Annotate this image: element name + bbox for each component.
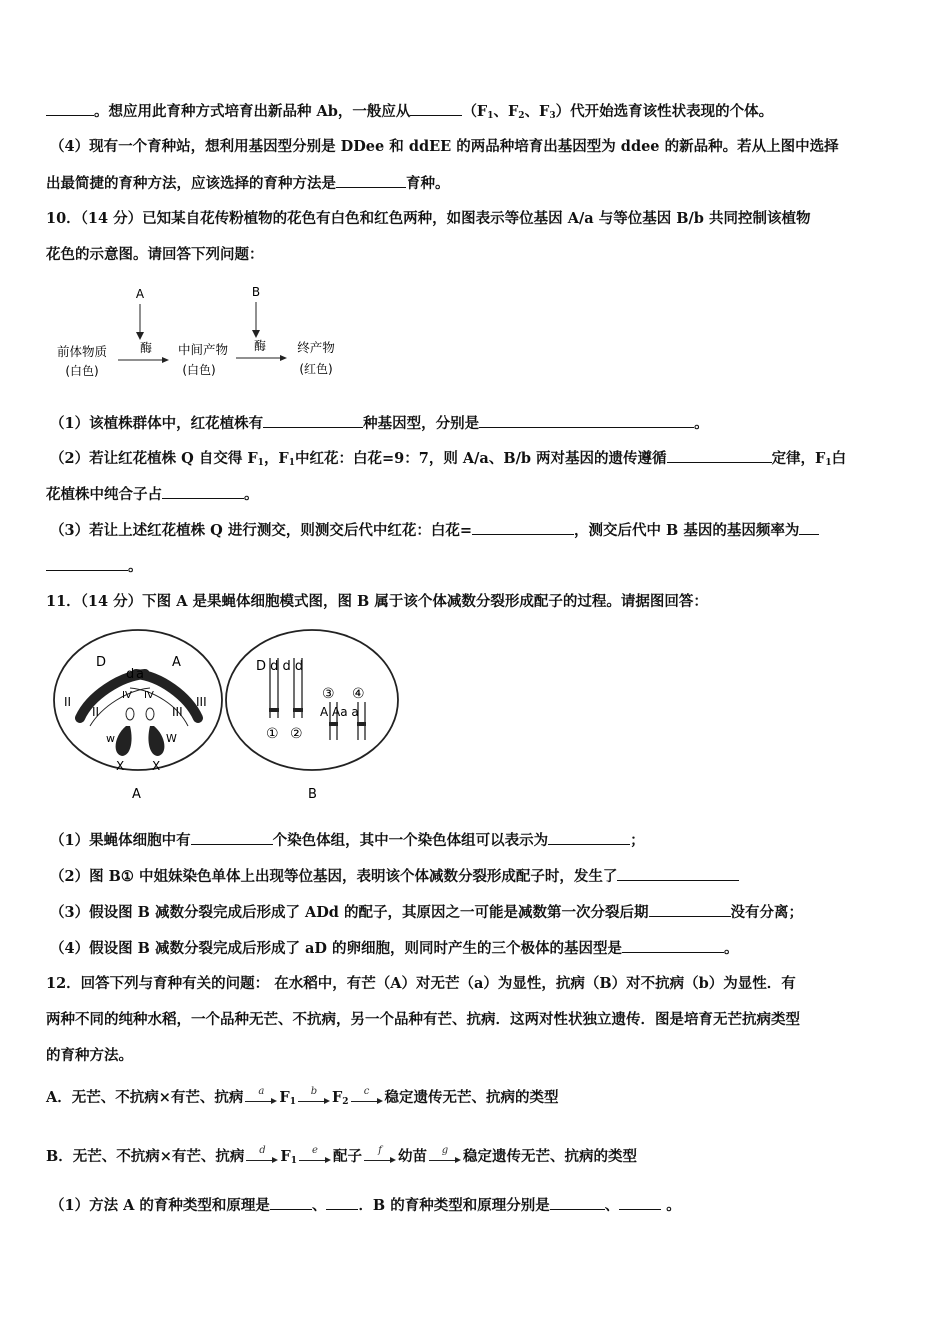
text: 花植株中纯合子占 bbox=[46, 486, 162, 503]
step-arrow-d bbox=[246, 1147, 278, 1167]
fruitfly-chromosome-figures bbox=[50, 626, 410, 804]
chromosome-ii-label: II bbox=[64, 695, 72, 709]
text: （2）若让红花植株 Q 自交得 F bbox=[50, 450, 258, 467]
text: 幼苗 bbox=[397, 1148, 427, 1165]
gene-a-label: A bbox=[135, 287, 145, 301]
method-a bbox=[46, 1088, 559, 1112]
answer-blank[interactable] bbox=[649, 902, 731, 917]
end-product-color: (红色) bbox=[299, 362, 333, 376]
text: 、 bbox=[311, 1197, 327, 1214]
arrow-shaft bbox=[245, 1101, 273, 1102]
step-arrow-g bbox=[429, 1147, 461, 1167]
text: 、 bbox=[604, 1197, 620, 1214]
centromere bbox=[329, 722, 338, 726]
intermediate-color: (白色) bbox=[182, 363, 216, 377]
chromosome-number-1: ① bbox=[266, 726, 279, 742]
step-arrow-b bbox=[298, 1088, 330, 1108]
text: 白 bbox=[831, 450, 847, 467]
arrow-head bbox=[272, 1157, 278, 1163]
answer-blank[interactable] bbox=[622, 938, 724, 953]
answer-blank[interactable] bbox=[619, 1195, 661, 1210]
q10-stem-1: 10．（14 分）已知某自花传粉植物的花色有白色和红色两种，如图表示等位基因 A/a 与等位基因 B/b 共同控制该植物 bbox=[46, 210, 811, 227]
q11-sub2 bbox=[50, 866, 739, 887]
q9-line-1 bbox=[46, 101, 773, 126]
chromosome-iv bbox=[126, 708, 134, 720]
chromosome-number-3: ③ bbox=[322, 686, 335, 702]
text: 。 bbox=[244, 486, 259, 503]
subscript: 2 bbox=[342, 1097, 349, 1107]
chromosome-iv-label: IV bbox=[144, 690, 154, 701]
subscript: 1 bbox=[289, 1097, 296, 1107]
q12-stem-2: 两种不同的纯种水稻，一个品种无芒、不抗病，另一个品种有芒、抗病．这两对性状独立遗传．图是培育无芒抗病类型 bbox=[46, 1011, 800, 1028]
arrow-label: d bbox=[259, 1145, 266, 1156]
q11-stem: 11．（14 分）下图 A 是果蝇体细胞模式图，图 B 属于该个体减数分裂形成配子的过程。请据图回答： bbox=[46, 593, 708, 610]
text: （3）若让上述红花植株 Q 进行测交，则测交后代中红花：白花= bbox=[50, 522, 472, 539]
arrow-label: e bbox=[312, 1145, 318, 1156]
subscript: 3 bbox=[549, 111, 556, 121]
answer-blank[interactable] bbox=[550, 1195, 605, 1210]
q12-stem-3: 的育种方法。 bbox=[46, 1047, 133, 1064]
arrow-shaft bbox=[429, 1160, 457, 1161]
arrow-label: a bbox=[258, 1086, 265, 1097]
answer-blank[interactable] bbox=[799, 520, 819, 535]
subscript: 1 bbox=[290, 1156, 297, 1166]
gene-d-label: D bbox=[96, 655, 107, 670]
arrow-shaft bbox=[364, 1160, 392, 1161]
text: A．无芒、不抗病×有芒、抗病 bbox=[46, 1089, 244, 1106]
figure-a-label: A bbox=[132, 787, 141, 802]
step-arrow-f bbox=[364, 1147, 396, 1167]
flower-color-pathway-diagram bbox=[46, 282, 366, 386]
chromosome-iv bbox=[146, 708, 154, 720]
centromere bbox=[293, 708, 303, 712]
text: 个染色体组，其中一个染色体组可以表示为 bbox=[272, 832, 549, 849]
arrow-head bbox=[377, 1098, 383, 1104]
q10-sub1 bbox=[50, 413, 709, 434]
arrow-head bbox=[136, 332, 144, 340]
chromosome-number-4: ④ bbox=[352, 686, 365, 702]
q9-line-3 bbox=[46, 173, 450, 194]
text: 没有分离； bbox=[730, 904, 803, 921]
step-arrow-a bbox=[245, 1088, 277, 1108]
q10-sub3 bbox=[50, 520, 819, 541]
chromosome-iv-label: IV bbox=[122, 690, 132, 701]
intermediate-label: 中间产物 bbox=[177, 342, 229, 357]
text: 定律，F bbox=[771, 450, 826, 467]
text: F bbox=[331, 1089, 343, 1106]
text: ； bbox=[630, 832, 645, 849]
text: 出最简捷的育种方法，应该选择的育种方法是 bbox=[46, 175, 336, 192]
answer-blank[interactable] bbox=[162, 484, 244, 499]
text: 配子 bbox=[332, 1148, 362, 1165]
end-product-label: 终产物 bbox=[297, 340, 335, 355]
text: （2）图 B① 中姐妹染色单体上出现等位基因，表明该个体减数分裂形成配子时，发生了 bbox=[50, 868, 618, 885]
answer-blank[interactable] bbox=[548, 830, 630, 845]
arrow-shaft bbox=[298, 1101, 326, 1102]
text: （1）果蝇体细胞中有 bbox=[50, 832, 191, 849]
answer-blank[interactable] bbox=[46, 101, 94, 116]
text: 、F bbox=[493, 103, 519, 120]
x-label: X bbox=[152, 759, 161, 773]
step-arrow-e bbox=[299, 1147, 331, 1167]
text: 种基因型，分别是 bbox=[363, 415, 480, 432]
text: （4）假设图 B 减数分裂完成后形成了 aD 的卵细胞，则同时产生的三个极体的基因型是 bbox=[50, 940, 623, 957]
text: F bbox=[279, 1089, 290, 1106]
figure-b-label: B bbox=[308, 787, 317, 802]
q11-sub1 bbox=[50, 830, 645, 851]
method-b bbox=[46, 1147, 637, 1171]
text: （F bbox=[462, 103, 488, 120]
text: ）代开始选育该性状表现的个体。 bbox=[555, 103, 774, 120]
q11-sub3 bbox=[50, 902, 803, 923]
answer-blank[interactable] bbox=[479, 413, 694, 428]
chromosome-iii-label: III bbox=[172, 705, 183, 719]
subscript: 1 bbox=[487, 111, 494, 121]
gene-b-label: B bbox=[251, 285, 261, 299]
text: 稳定遗传无芒、抗病的类型 bbox=[384, 1089, 559, 1106]
enzyme-label: 酶 bbox=[253, 339, 267, 353]
q11-sub4 bbox=[50, 938, 739, 959]
answer-blank[interactable] bbox=[410, 101, 462, 116]
arrow-label: f bbox=[378, 1145, 382, 1156]
q10-stem-2: 花色的示意图。请回答下列问题： bbox=[46, 246, 264, 263]
arrow-head bbox=[455, 1157, 461, 1163]
arrow-head bbox=[390, 1157, 396, 1163]
q9-sub4: （4）现有一个育种站，想利用基因型分别是 DDee 和 ddEE 的两品种培育出基因型为 ddee 的新品种。若从上图中选择 bbox=[50, 138, 839, 155]
gene-a-label: A bbox=[172, 655, 181, 670]
gene-a-label: a bbox=[136, 667, 144, 682]
chromosome-iii-label: III bbox=[196, 695, 207, 709]
text: 中红花：白花=9：7，则 A/a、B/b 两对基因的遗传遵循 bbox=[295, 450, 667, 467]
arrow-head bbox=[271, 1098, 277, 1104]
answer-blank[interactable] bbox=[263, 413, 363, 428]
enzyme-label: 酶 bbox=[139, 341, 153, 355]
chromosome-ii-label: II bbox=[92, 705, 100, 719]
step-arrow-c bbox=[351, 1088, 383, 1108]
arrow-label: g bbox=[441, 1145, 449, 1156]
subscript: 1 bbox=[288, 458, 295, 468]
text: 。 bbox=[724, 940, 739, 957]
chromosome-number-2: ② bbox=[290, 726, 303, 742]
arrow-head bbox=[324, 1098, 330, 1104]
arrow-label: c bbox=[363, 1086, 370, 1097]
text: ．B 的育种类型和原理分别是 bbox=[358, 1197, 550, 1214]
gene-w-label: w bbox=[106, 732, 115, 745]
q12-sub1 bbox=[50, 1195, 681, 1216]
gene-row-label: A Aa a bbox=[320, 705, 359, 719]
cell-b-outline bbox=[226, 630, 398, 770]
arrow-head bbox=[162, 357, 169, 363]
q10-sub3-cont bbox=[46, 556, 143, 577]
text: 、F bbox=[524, 103, 550, 120]
arrow-head bbox=[252, 330, 260, 338]
gene-w-label: W bbox=[166, 732, 177, 745]
chromosome-x bbox=[116, 726, 132, 756]
answer-blank[interactable] bbox=[617, 866, 739, 881]
text: 。想应用此育种方式培育出新品种 Ab，一般应从 bbox=[94, 103, 411, 120]
text: （1）该植株群体中，红花植株有 bbox=[50, 415, 264, 432]
text: （1）方法 A 的育种类型和原理是 bbox=[50, 1197, 270, 1214]
subscript: 1 bbox=[825, 458, 832, 468]
arrow-head bbox=[280, 355, 287, 361]
centromere bbox=[357, 722, 366, 726]
text: 。 bbox=[661, 1197, 681, 1214]
arrow-head bbox=[325, 1157, 331, 1163]
text: 稳定遗传无芒、抗病的类型 bbox=[462, 1148, 637, 1165]
q10-sub2 bbox=[50, 448, 846, 473]
text: 。 bbox=[128, 558, 143, 575]
gene-d-label: d bbox=[126, 667, 135, 682]
text: 育种。 bbox=[406, 175, 450, 192]
text: F bbox=[280, 1148, 291, 1165]
arrow-shaft bbox=[351, 1101, 379, 1102]
gene-row-label: D d d d bbox=[256, 659, 304, 674]
answer-blank[interactable] bbox=[336, 173, 406, 188]
precursor-label: 前体物质 bbox=[56, 344, 108, 359]
arrow-shaft bbox=[299, 1160, 327, 1161]
text: B．无芒、不抗病×有芒、抗病 bbox=[46, 1148, 245, 1165]
q12-stem-1: 12．回答下列与育种有关的问题： 在水稻中，有芒（A）对无芒（a）为显性，抗病（B）对不抗病（b）为显性．有 bbox=[46, 975, 796, 992]
answer-blank[interactable] bbox=[270, 1195, 312, 1210]
arrow-shaft bbox=[246, 1160, 274, 1161]
centromere bbox=[269, 708, 279, 712]
subscript: 2 bbox=[518, 111, 525, 121]
q10-sub2-cont bbox=[46, 484, 259, 505]
answer-blank[interactable] bbox=[326, 1195, 358, 1210]
chromosome-x bbox=[148, 726, 164, 756]
text: ，F bbox=[263, 450, 289, 467]
arrow-label: b bbox=[310, 1086, 318, 1097]
subscript: 1 bbox=[257, 458, 264, 468]
text: 。 bbox=[694, 415, 709, 432]
text: ，测交后代中 B 基因的基因频率为 bbox=[573, 522, 800, 539]
text: （3）假设图 B 减数分裂完成后形成了 ADd 的配子，其原因之一可能是减数第一次分裂后期 bbox=[50, 904, 649, 921]
answer-blank[interactable] bbox=[191, 830, 273, 845]
answer-blank[interactable] bbox=[472, 520, 574, 535]
precursor-color: (白色) bbox=[65, 364, 99, 378]
x-label: X bbox=[116, 759, 125, 773]
answer-blank[interactable] bbox=[667, 448, 772, 463]
answer-blank[interactable] bbox=[46, 556, 128, 571]
